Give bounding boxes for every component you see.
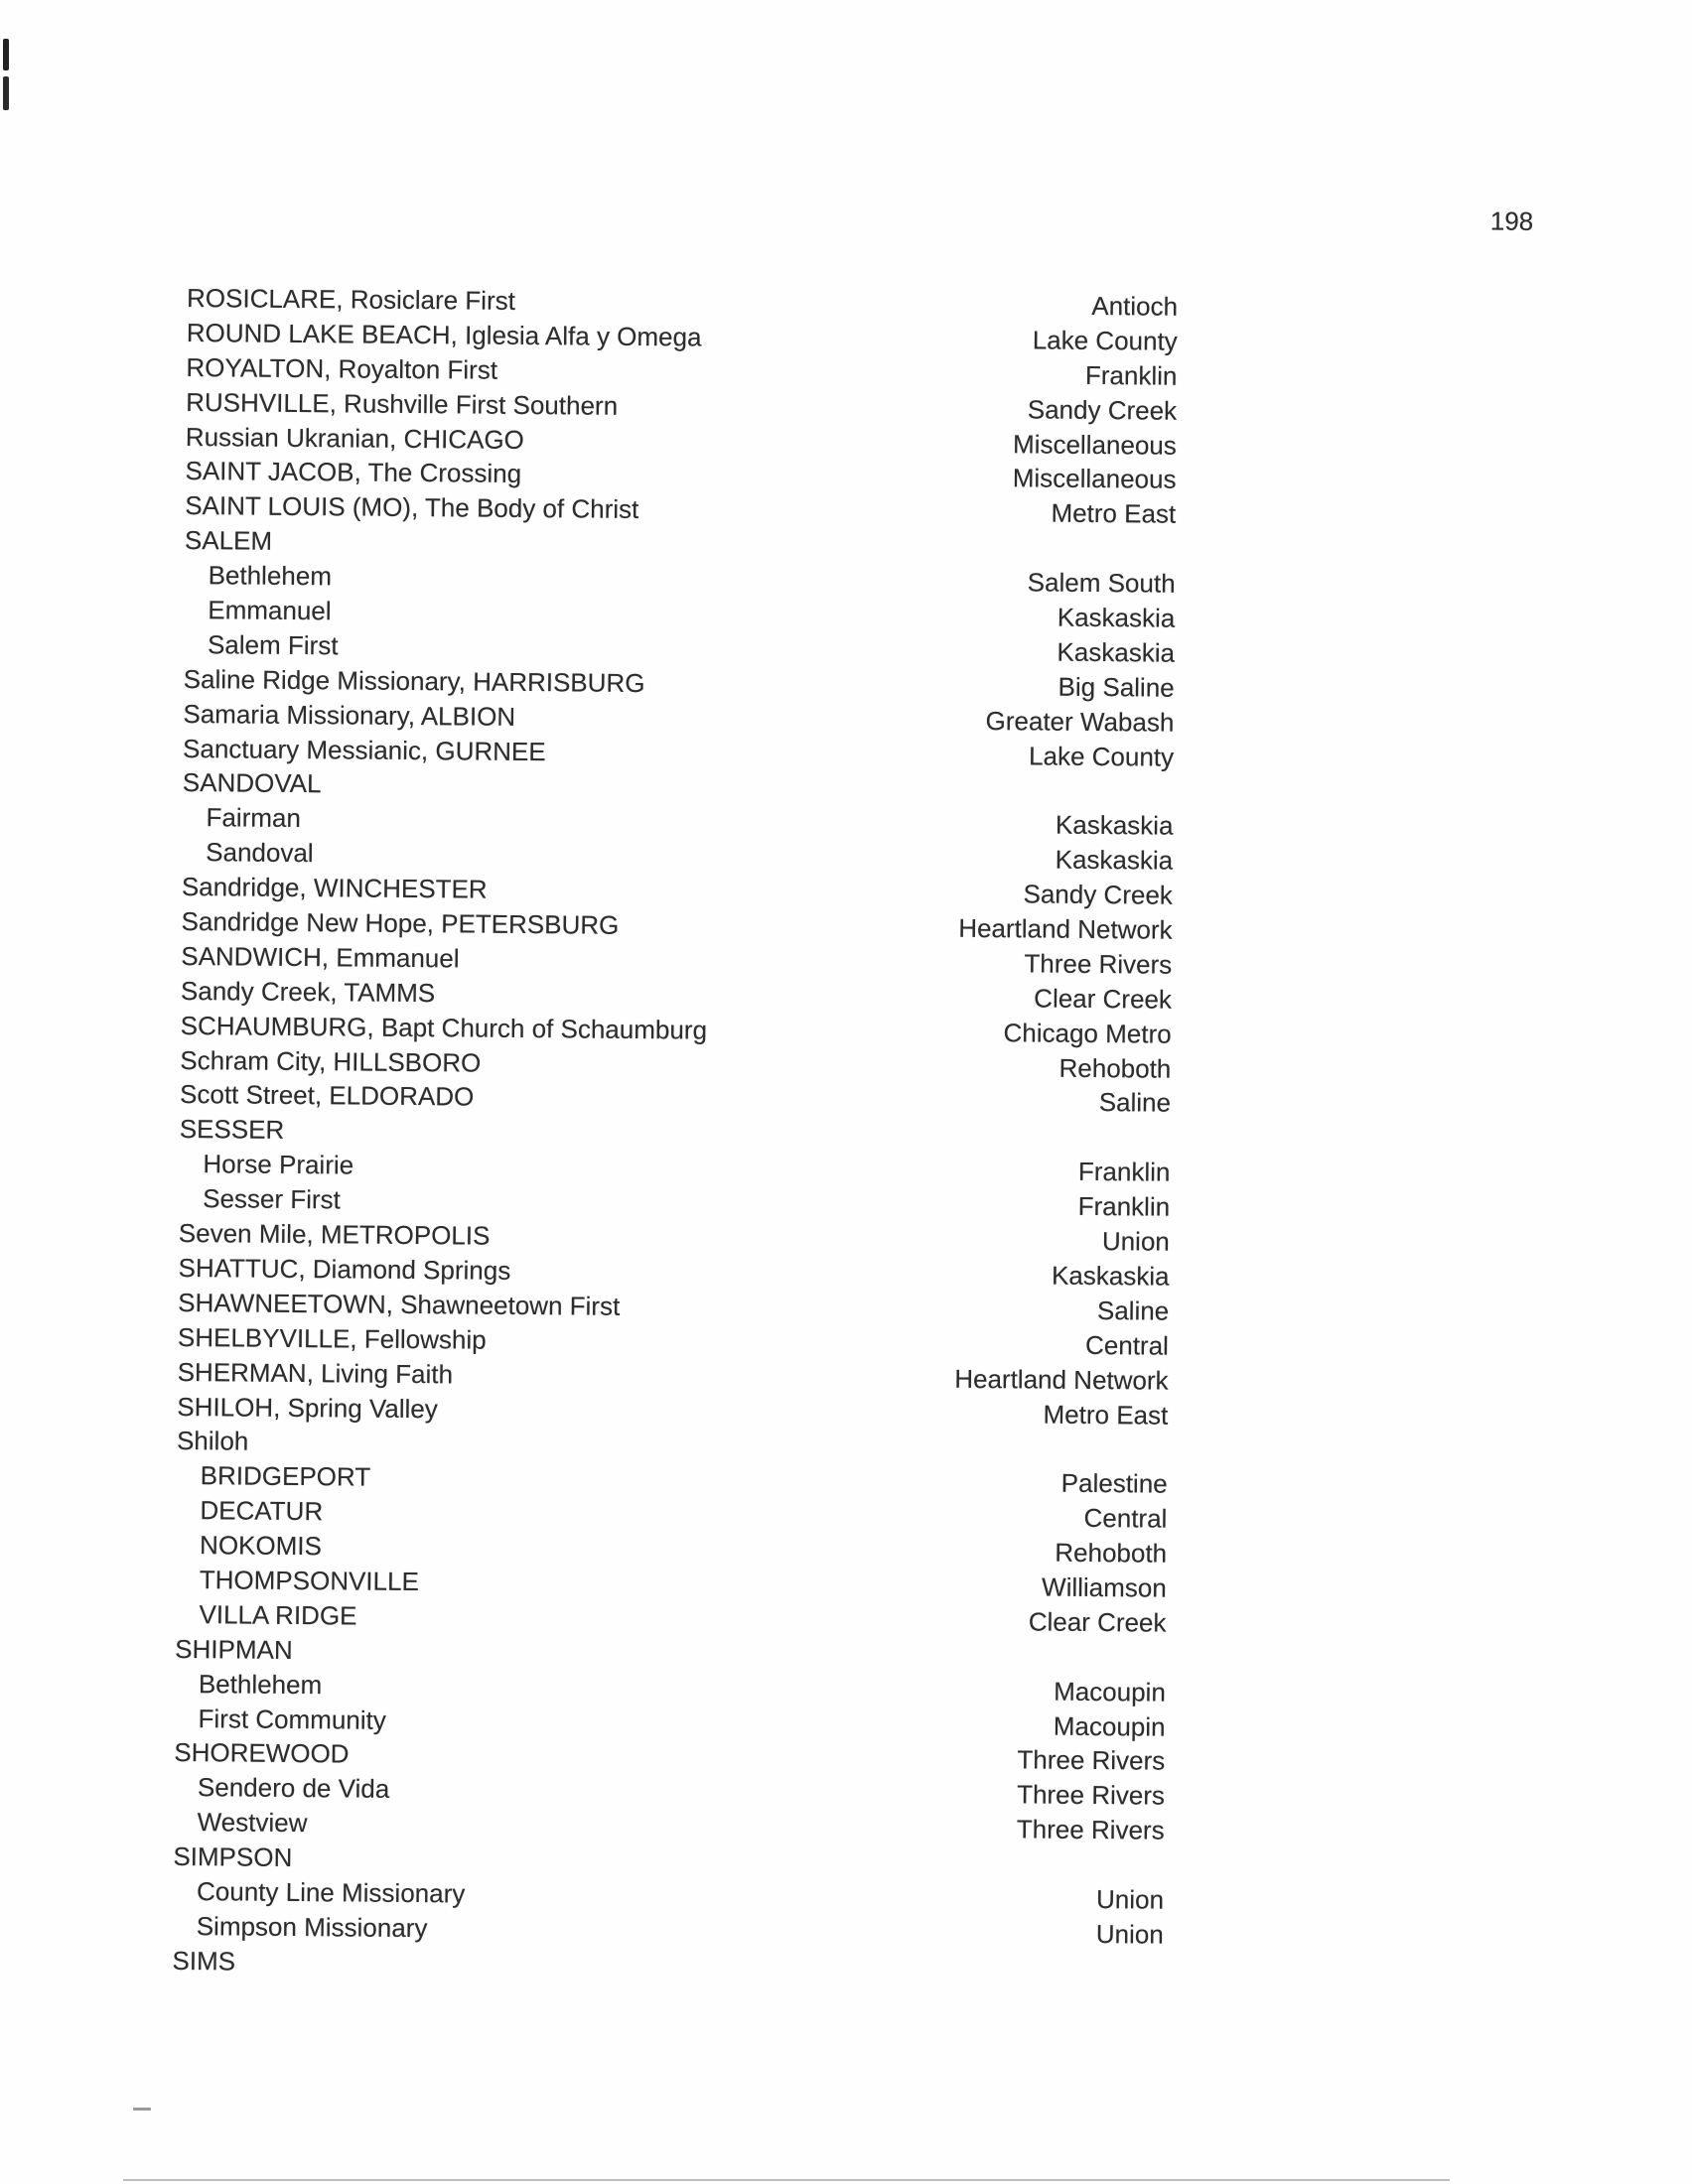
church-name: Sandy Creek, TAMMS	[180, 975, 436, 1009]
church-name: Fairman	[206, 802, 302, 834]
church-name: Sanctuary Messianic, GURNEE	[183, 733, 546, 766]
church-name: Emmanuel	[208, 595, 332, 626]
scan-artifact-speck	[133, 2108, 151, 2111]
church-name: RUSHVILLE, Rushville First Southern	[186, 386, 619, 421]
association-name: Macoupin	[1053, 1710, 1166, 1742]
association-name: Greater Wabash	[985, 705, 1175, 738]
church-name: Sandridge New Hope, PETERSBURG	[181, 906, 620, 940]
association-name: Macoupin	[1054, 1676, 1167, 1707]
church-name: Scott Street, ELDORADO	[179, 1079, 475, 1113]
association-name: Central	[1084, 1329, 1170, 1361]
association-name: Williamson	[1041, 1571, 1167, 1603]
page-number: 198	[1489, 205, 1534, 236]
association-name: Central	[1083, 1503, 1168, 1534]
association-name: Palestine	[1060, 1468, 1168, 1499]
association-name: Big Saline	[1058, 671, 1175, 703]
association-name: Heartland Network	[958, 912, 1173, 945]
association-name: Kaskaskia	[1051, 1260, 1170, 1292]
association-name: Franklin	[1077, 1157, 1171, 1187]
church-name: THOMPSONVILLE	[199, 1565, 420, 1597]
church-name: ROUND LAKE BEACH, Iglesia Alfa y Omega	[186, 317, 702, 352]
association-name: Kaskaskia	[1057, 636, 1176, 668]
association-name: Miscellaneous	[1012, 463, 1177, 495]
church-name: SHELBYVILLE, Fellowship	[177, 1321, 487, 1355]
association-name: Kaskaskia	[1055, 844, 1174, 876]
church-name: SHERMAN, Living Faith	[177, 1356, 454, 1389]
association-name: Union	[1101, 1226, 1170, 1257]
church-name: Bethlehem	[208, 560, 333, 592]
association-name: Heartland Network	[954, 1363, 1169, 1396]
association-name: Metro East	[1043, 1399, 1169, 1431]
church-name: Russian Ukranian, CHICAGO	[185, 421, 524, 455]
association-name: Sandy Creek	[1027, 394, 1178, 426]
church-name: SIMS	[172, 1945, 236, 1977]
association-name: Kaskaskia	[1057, 602, 1176, 633]
church-name: Salem First	[207, 629, 339, 661]
church-name: SHOREWOOD	[174, 1737, 350, 1769]
church-name: SANDOVAL	[182, 767, 322, 799]
church-name: SHILOH, Spring Valley	[177, 1391, 438, 1424]
church-name: Simpson Missionary	[196, 1911, 428, 1944]
church-name: NOKOMIS	[199, 1530, 323, 1562]
association-name: Rehoboth	[1058, 1052, 1172, 1084]
directory-list	[172, 281, 1178, 1986]
church-name: Saline Ridge Missionary, HARRISBURG	[183, 663, 645, 698]
association-name: Salem South	[1027, 567, 1176, 599]
church-name: SIMPSON	[173, 1842, 293, 1873]
church-name: SALEM	[184, 525, 273, 556]
directory-row	[172, 1944, 1163, 1987]
church-name: VILLA RIDGE	[199, 1598, 357, 1631]
church-name: SAINT JACOB, The Crossing	[185, 456, 522, 489]
church-name: SHATTUC, Diamond Springs	[178, 1252, 511, 1286]
scan-artifact-bottom-line	[123, 2179, 1450, 2181]
church-name: BRIDGEPORT	[200, 1460, 371, 1492]
association-name: Sandy Creek	[1023, 879, 1174, 910]
association-name: Rehoboth	[1055, 1537, 1168, 1569]
association-name: Clear Creek	[1028, 1606, 1167, 1638]
association-name: Lake County	[1028, 740, 1175, 772]
church-name: Sandridge, WINCHESTER	[181, 872, 488, 904]
association-name: Franklin	[1084, 359, 1178, 391]
church-name: Shiloh	[176, 1426, 249, 1456]
church-name: Seven Mile, METROPOLIS	[178, 1218, 491, 1251]
church-name: Sendero de Vida	[197, 1772, 390, 1805]
association-name: Miscellaneous	[1012, 428, 1177, 461]
association-name: Three Rivers	[1016, 1814, 1165, 1845]
church-name: Bethlehem	[198, 1668, 323, 1700]
church-name: First Community	[198, 1703, 386, 1735]
association-name: Franklin	[1077, 1191, 1171, 1222]
scan-artifact-left-edge-bottom	[3, 76, 9, 110]
church-name: SESSER	[179, 1114, 285, 1146]
association-name: Chicago Metro	[1003, 1017, 1172, 1049]
association-name: Lake County	[1032, 325, 1178, 356]
church-name: County Line Missionary	[196, 1876, 466, 1909]
association-name: Saline	[1096, 1295, 1170, 1326]
page-content	[172, 195, 1568, 1977]
association-name: Clear Creek	[1034, 983, 1173, 1015]
church-name: SAINT LOUIS (MO), The Body of Christ	[185, 490, 639, 525]
church-name: SCHAUMBURG, Bapt Church of Schaumburg	[180, 1010, 708, 1045]
association-name: Union	[1095, 1918, 1164, 1950]
church-name: Horse Prairie	[203, 1149, 354, 1180]
church-name: DECATUR	[200, 1495, 324, 1527]
church-name: SHIPMAN	[175, 1633, 293, 1665]
scan-artifact-left-edge-top	[3, 39, 9, 70]
church-name: Westview	[197, 1807, 308, 1839]
association-name: Metro East	[1051, 497, 1177, 530]
church-name: ROYALTON, Royalton First	[186, 351, 498, 385]
association-name: Union	[1095, 1884, 1165, 1915]
association-name: Antioch	[1091, 290, 1179, 322]
church-name: ROSICLARE, Rosiclare First	[186, 282, 516, 316]
church-name: SHAWNEETOWN, Shawneetown First	[178, 1287, 621, 1321]
church-name: Schram City, HILLSBORO	[180, 1044, 482, 1078]
church-name: SANDWICH, Emmanuel	[181, 940, 460, 974]
church-name: Sesser First	[203, 1183, 341, 1215]
church-name: Sandoval	[206, 837, 314, 869]
association-name: Three Rivers	[1024, 948, 1173, 980]
church-name: Samaria Missionary, ALBION	[183, 698, 516, 732]
association-name: Kaskaskia	[1055, 810, 1174, 842]
association-name: Three Rivers	[1017, 1744, 1166, 1777]
association-name: Saline	[1098, 1087, 1172, 1119]
association-name: Three Rivers	[1017, 1779, 1166, 1811]
